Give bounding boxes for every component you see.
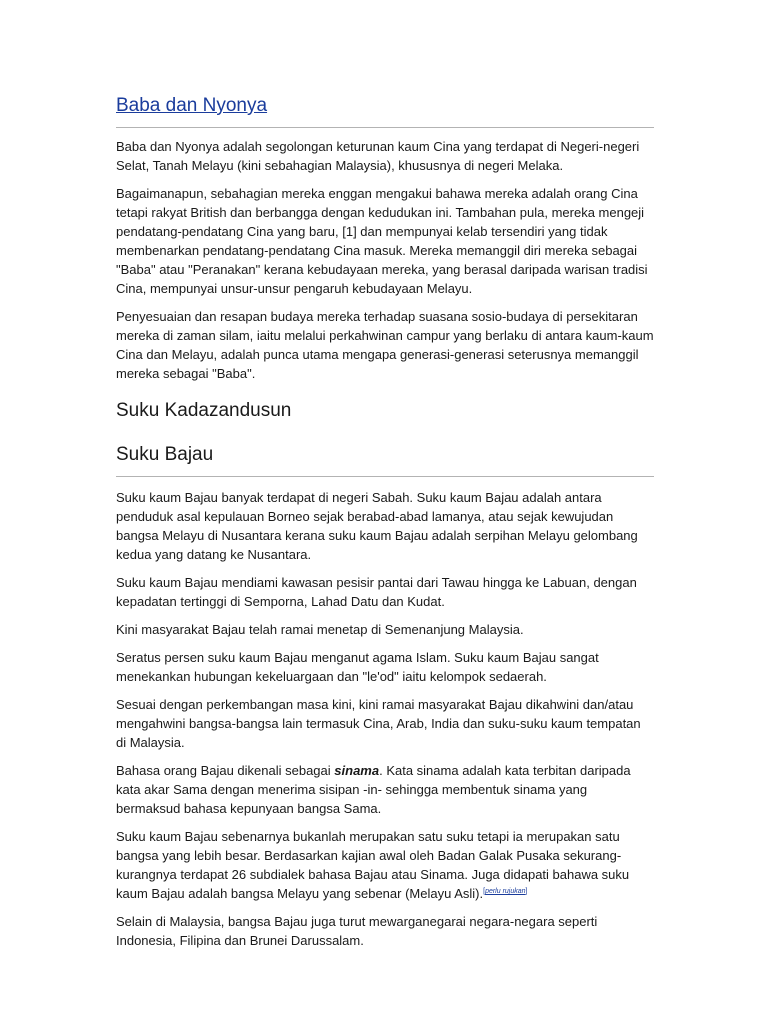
section-body-baba-nyonya	[116, 137, 654, 383]
section-body-bajau	[116, 488, 654, 950]
paragraph: Kini masyarakat Bajau telah ramai menetap di Semenanjung Malaysia.	[116, 622, 524, 637]
text-run: Suku kaum Bajau sebenarnya bukanlah merupakan satu suku tetapi ia merupakan satu bangsa yang lebih besar. Berdasarkan kajian awal oleh Badan Galak Pusaka sekurang-kurangnya terdapat 26 subdialek bahasa Bajau atau Sinama. Juga didapati bahawa suku kaum Bajau adalah bangsa Melayu yang sebenar (Melayu Asli).	[116, 829, 630, 901]
paragraph: Selain di Malaysia, bangsa Bajau juga turut mewarganegarai negara-negara seperti Indonesia, Filipina dan Brunei Darussalam.	[116, 914, 598, 948]
paragraph: Baba dan Nyonya adalah segolongan keturunan kaum Cina yang terdapat di Negeri-negeri Selat, Tanah Melayu (kini sebahagian Malaysia), khususnya di negeri Melaka.	[116, 139, 640, 173]
section-divider	[116, 476, 654, 477]
paragraph-sinama	[116, 761, 654, 818]
text-run: . Kata sinama adalah kata terbitan daripada kata akar Sama dengan menerima sisipan -in- sehingga membentuk sinama yang bermaksud bahasa kepunyaan bangsa Sama.	[116, 763, 631, 816]
citation-bracket: ]	[525, 888, 528, 895]
paragraph: Sesuai dengan perkembangan masa kini, kini ramai masyarakat Bajau dikahwini dan/atau mengahwini bangsa-bangsa lain termasuk Cina, Arab, India dan suku-suku kaum tempatan di Malaysia.	[116, 697, 641, 750]
document-content	[116, 94, 654, 959]
section-title-kadazandusun: Suku Kadazandusun	[116, 400, 292, 421]
paragraph: Seratus persen suku kaum Bajau menganut agama Islam. Suku kaum Bajau sangat menekankan hubungan kekeluargaan dan "le'od" iaitu kelompok sedaerah.	[116, 650, 599, 684]
text-run: Bahasa orang Bajau dikenali sebagai	[116, 763, 335, 778]
paragraph: Bagaimanapun, sebahagian mereka enggan mengakui bahawa mereka adalah orang Cina tetapi rakyat British dan berbangga dengan kedudukan ini. Tambahan pula, mereka mengeji pendatang-pendatang Cina yang baru, [1] dan mempunyai kelab tersendiri yang tidak membenarkan pendatang-pendatang Cina masuk. Mereka memanggil diri mereka sebagai "Baba" atau "Peranakan" kerana kebudayaan mereka, yang berasal daripada warisan tradisi Cina, mempunyai unsur-unsur pengaruh kebudayaan Melayu.	[116, 186, 648, 296]
paragraph: Suku kaum Bajau mendiami kawasan pesisir pantai dari Tawau hingga ke Labuan, dengan kepadatan tertinggi di Semporna, Lahad Datu dan Kudat.	[116, 575, 637, 609]
citation-needed-link[interactable]	[483, 888, 527, 895]
paragraph: Penyesuaian dan resapan budaya mereka terhadap suasana sosio-budaya di persekitaran mereka di zaman silam, iaitu melalui perkahwinan campur yang berlaku di antara kaum-kaum Cina dan Melayu, adalah punca utama mengapa generasi-generasi seterusnya memanggil mereka sebagai "Baba".	[116, 309, 654, 381]
paragraph: Suku kaum Bajau banyak terdapat di negeri Sabah. Suku kaum Bajau adalah antara penduduk asal kepulauan Borneo sejak berabad-abad lamanya, atau sejak kewujudan bangsa Melayu di Nusantara kerana suku kaum Bajau adalah serpihan Melayu gelombang kedua yang datang ke Nusantara.	[116, 490, 638, 562]
section-divider	[116, 127, 654, 128]
term-sinama: sinama	[334, 763, 380, 778]
paragraph-with-citation	[116, 827, 654, 903]
citation-bracket: [	[483, 888, 486, 895]
citation-needed-text[interactable]: perlu rujukan	[485, 888, 526, 895]
section-title-baba-nyonya[interactable]: Baba dan Nyonya	[116, 95, 268, 116]
section-title-bajau: Suku Bajau	[116, 444, 214, 465]
